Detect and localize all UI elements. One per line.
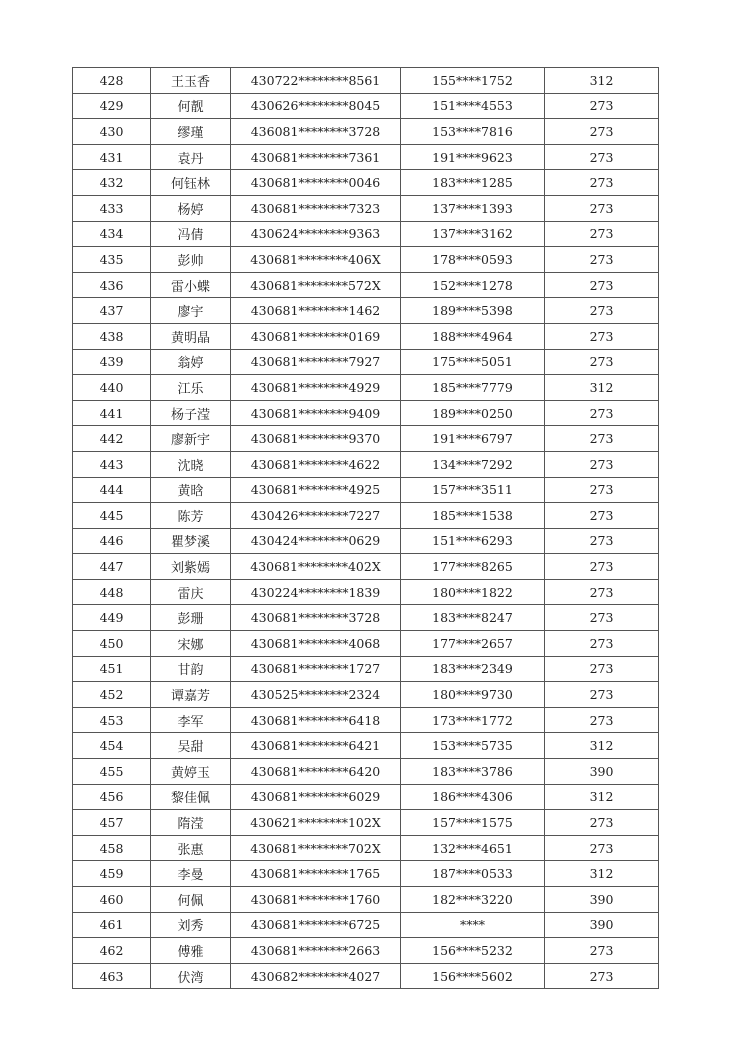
phone-cell: 189****0250 — [401, 400, 545, 426]
name-cell: 何靓 — [151, 93, 231, 119]
name-cell: 傅雅 — [151, 938, 231, 964]
phone-cell: 155****1752 — [401, 68, 545, 94]
amount-cell: 312 — [545, 68, 659, 94]
phone-cell: 175****5051 — [401, 349, 545, 375]
table-row — [73, 835, 659, 861]
id-number-cell: 430681********6421 — [231, 733, 401, 759]
phone-cell: 180****1822 — [401, 579, 545, 605]
amount-cell: 273 — [545, 707, 659, 733]
amount-cell: 273 — [545, 221, 659, 247]
phone-cell: 189****5398 — [401, 298, 545, 324]
row-number-cell: 429 — [73, 93, 151, 119]
id-number-cell: 430626********8045 — [231, 93, 401, 119]
id-number-cell: 430681********6418 — [231, 707, 401, 733]
amount-cell: 273 — [545, 682, 659, 708]
id-number-cell: 430525********2324 — [231, 682, 401, 708]
id-number-cell: 430621********102X — [231, 810, 401, 836]
name-cell: 谭嘉芳 — [151, 682, 231, 708]
table-body — [73, 68, 659, 989]
amount-cell: 273 — [545, 349, 659, 375]
amount-cell: 273 — [545, 835, 659, 861]
name-cell: 袁丹 — [151, 144, 231, 170]
amount-cell: 390 — [545, 912, 659, 938]
name-cell: 沈晓 — [151, 451, 231, 477]
row-number-cell: 460 — [73, 887, 151, 913]
id-number-cell: 430681********4068 — [231, 631, 401, 657]
table-row — [73, 426, 659, 452]
table-row — [73, 938, 659, 964]
row-number-cell: 449 — [73, 605, 151, 631]
amount-cell: 312 — [545, 784, 659, 810]
table-row — [73, 656, 659, 682]
id-number-cell: 430681********4925 — [231, 477, 401, 503]
table-row — [73, 375, 659, 401]
table-row — [73, 272, 659, 298]
phone-cell: 177****8265 — [401, 554, 545, 580]
id-number-cell: 430681********7361 — [231, 144, 401, 170]
phone-cell: 156****5602 — [401, 963, 545, 989]
name-cell: 翁婷 — [151, 349, 231, 375]
id-number-cell: 430681********572X — [231, 272, 401, 298]
data-table — [72, 67, 659, 989]
id-number-cell: 430682********4027 — [231, 963, 401, 989]
row-number-cell: 448 — [73, 579, 151, 605]
row-number-cell: 452 — [73, 682, 151, 708]
phone-cell: 157****1575 — [401, 810, 545, 836]
row-number-cell: 461 — [73, 912, 151, 938]
table-row — [73, 759, 659, 785]
id-number-cell: 430681********702X — [231, 835, 401, 861]
table-row — [73, 477, 659, 503]
amount-cell: 273 — [545, 93, 659, 119]
id-number-cell: 430681********406X — [231, 247, 401, 273]
name-cell: 彭帅 — [151, 247, 231, 273]
row-number-cell: 434 — [73, 221, 151, 247]
table-row — [73, 221, 659, 247]
phone-cell: 137****3162 — [401, 221, 545, 247]
id-number-cell: 430681********6725 — [231, 912, 401, 938]
amount-cell: 273 — [545, 579, 659, 605]
phone-cell: 178****0593 — [401, 247, 545, 273]
phone-cell: 183****8247 — [401, 605, 545, 631]
row-number-cell: 457 — [73, 810, 151, 836]
row-number-cell: 443 — [73, 451, 151, 477]
name-cell: 黎佳佩 — [151, 784, 231, 810]
phone-cell: 183****2349 — [401, 656, 545, 682]
row-number-cell: 428 — [73, 68, 151, 94]
table-row — [73, 887, 659, 913]
name-cell: 黄晗 — [151, 477, 231, 503]
table-row — [73, 605, 659, 631]
id-number-cell: 430681********0046 — [231, 170, 401, 196]
name-cell: 黄明晶 — [151, 323, 231, 349]
table-row — [73, 170, 659, 196]
amount-cell: 273 — [545, 119, 659, 145]
phone-cell: 186****4306 — [401, 784, 545, 810]
table-row — [73, 707, 659, 733]
id-number-cell: 436081********3728 — [231, 119, 401, 145]
row-number-cell: 451 — [73, 656, 151, 682]
phone-cell: 132****4651 — [401, 835, 545, 861]
id-number-cell: 430624********9363 — [231, 221, 401, 247]
row-number-cell: 454 — [73, 733, 151, 759]
amount-cell: 273 — [545, 144, 659, 170]
name-cell: 杨婷 — [151, 195, 231, 221]
id-number-cell: 430681********6420 — [231, 759, 401, 785]
row-number-cell: 436 — [73, 272, 151, 298]
id-number-cell: 430681********7323 — [231, 195, 401, 221]
amount-cell: 273 — [545, 528, 659, 554]
id-number-cell: 430681********6029 — [231, 784, 401, 810]
phone-cell: 187****0533 — [401, 861, 545, 887]
amount-cell: 273 — [545, 810, 659, 836]
phone-cell: 151****4553 — [401, 93, 545, 119]
id-number-cell: 430681********9370 — [231, 426, 401, 452]
name-cell: 李曼 — [151, 861, 231, 887]
phone-cell: 173****1772 — [401, 707, 545, 733]
id-number-cell: 430424********0629 — [231, 528, 401, 554]
id-number-cell: 430426********7227 — [231, 503, 401, 529]
id-number-cell: 430681********1765 — [231, 861, 401, 887]
table-row — [73, 503, 659, 529]
name-cell: 廖宇 — [151, 298, 231, 324]
phone-cell: 191****6797 — [401, 426, 545, 452]
phone-cell: 182****3220 — [401, 887, 545, 913]
id-number-cell: 430681********7927 — [231, 349, 401, 375]
amount-cell: 390 — [545, 887, 659, 913]
phone-cell: 177****2657 — [401, 631, 545, 657]
id-number-cell: 430681********0169 — [231, 323, 401, 349]
phone-cell: 152****1278 — [401, 272, 545, 298]
amount-cell: 273 — [545, 477, 659, 503]
name-cell: 廖新宇 — [151, 426, 231, 452]
amount-cell: 273 — [545, 426, 659, 452]
row-number-cell: 445 — [73, 503, 151, 529]
amount-cell: 273 — [545, 631, 659, 657]
id-number-cell: 430681********1727 — [231, 656, 401, 682]
name-cell: 杨子滢 — [151, 400, 231, 426]
phone-cell: 185****7779 — [401, 375, 545, 401]
id-number-cell: 430681********1462 — [231, 298, 401, 324]
phone-cell: 180****9730 — [401, 682, 545, 708]
table-row — [73, 93, 659, 119]
id-number-cell: 430681********9409 — [231, 400, 401, 426]
amount-cell: 273 — [545, 272, 659, 298]
phone-cell: 137****1393 — [401, 195, 545, 221]
id-number-cell: 430681********4929 — [231, 375, 401, 401]
row-number-cell: 437 — [73, 298, 151, 324]
phone-cell: 188****4964 — [401, 323, 545, 349]
name-cell: 瞿梦溪 — [151, 528, 231, 554]
amount-cell: 273 — [545, 656, 659, 682]
row-number-cell: 438 — [73, 323, 151, 349]
table-row — [73, 631, 659, 657]
phone-cell: 151****6293 — [401, 528, 545, 554]
phone-cell: 156****5232 — [401, 938, 545, 964]
amount-cell: 312 — [545, 733, 659, 759]
amount-cell: 273 — [545, 195, 659, 221]
row-number-cell: 453 — [73, 707, 151, 733]
table-row — [73, 733, 659, 759]
id-number-cell: 430224********1839 — [231, 579, 401, 605]
row-number-cell: 450 — [73, 631, 151, 657]
phone-cell: 153****7816 — [401, 119, 545, 145]
amount-cell: 273 — [545, 170, 659, 196]
table-row — [73, 554, 659, 580]
amount-cell: 273 — [545, 247, 659, 273]
amount-cell: 273 — [545, 503, 659, 529]
table-row — [73, 247, 659, 273]
row-number-cell: 435 — [73, 247, 151, 273]
phone-cell: 191****9623 — [401, 144, 545, 170]
name-cell: 宋娜 — [151, 631, 231, 657]
name-cell: 彭珊 — [151, 605, 231, 631]
amount-cell: 273 — [545, 963, 659, 989]
id-number-cell: 430681********1760 — [231, 887, 401, 913]
row-number-cell: 455 — [73, 759, 151, 785]
table-row — [73, 682, 659, 708]
name-cell: 吴甜 — [151, 733, 231, 759]
phone-cell: 134****7292 — [401, 451, 545, 477]
row-number-cell: 432 — [73, 170, 151, 196]
phone-cell: 157****3511 — [401, 477, 545, 503]
row-number-cell: 462 — [73, 938, 151, 964]
row-number-cell: 447 — [73, 554, 151, 580]
table-row — [73, 810, 659, 836]
id-number-cell: 430681********4622 — [231, 451, 401, 477]
name-cell: 陈芳 — [151, 503, 231, 529]
name-cell: 冯倩 — [151, 221, 231, 247]
table-row — [73, 298, 659, 324]
id-number-cell: 430681********2663 — [231, 938, 401, 964]
name-cell: 王玉香 — [151, 68, 231, 94]
name-cell: 刘紫嫣 — [151, 554, 231, 580]
id-number-cell: 430681********3728 — [231, 605, 401, 631]
name-cell: 李军 — [151, 707, 231, 733]
phone-cell: 183****3786 — [401, 759, 545, 785]
amount-cell: 273 — [545, 938, 659, 964]
table-row — [73, 400, 659, 426]
name-cell: 刘秀 — [151, 912, 231, 938]
name-cell: 甘韵 — [151, 656, 231, 682]
table-row — [73, 912, 659, 938]
table-row — [73, 119, 659, 145]
table-row — [73, 963, 659, 989]
table-row — [73, 144, 659, 170]
name-cell: 雷庆 — [151, 579, 231, 605]
name-cell: 张惠 — [151, 835, 231, 861]
amount-cell: 312 — [545, 375, 659, 401]
table-row — [73, 451, 659, 477]
id-number-cell: 430722********8561 — [231, 68, 401, 94]
row-number-cell: 430 — [73, 119, 151, 145]
name-cell: 伏湾 — [151, 963, 231, 989]
row-number-cell: 446 — [73, 528, 151, 554]
row-number-cell: 439 — [73, 349, 151, 375]
name-cell: 隋滢 — [151, 810, 231, 836]
name-cell: 缪瑾 — [151, 119, 231, 145]
row-number-cell: 458 — [73, 835, 151, 861]
table-row — [73, 349, 659, 375]
amount-cell: 273 — [545, 400, 659, 426]
table-row — [73, 323, 659, 349]
name-cell: 何钰林 — [151, 170, 231, 196]
amount-cell: 312 — [545, 861, 659, 887]
phone-cell: 183****1285 — [401, 170, 545, 196]
name-cell: 雷小蝶 — [151, 272, 231, 298]
phone-cell: **** — [401, 912, 545, 938]
row-number-cell: 444 — [73, 477, 151, 503]
row-number-cell: 463 — [73, 963, 151, 989]
table-row — [73, 528, 659, 554]
phone-cell: 185****1538 — [401, 503, 545, 529]
row-number-cell: 441 — [73, 400, 151, 426]
table-row — [73, 861, 659, 887]
amount-cell: 273 — [545, 554, 659, 580]
table-row — [73, 195, 659, 221]
row-number-cell: 433 — [73, 195, 151, 221]
name-cell: 何佩 — [151, 887, 231, 913]
amount-cell: 273 — [545, 323, 659, 349]
table-row — [73, 579, 659, 605]
table-row — [73, 68, 659, 94]
row-number-cell: 456 — [73, 784, 151, 810]
row-number-cell: 442 — [73, 426, 151, 452]
name-cell: 江乐 — [151, 375, 231, 401]
name-cell: 黄婷玉 — [151, 759, 231, 785]
amount-cell: 390 — [545, 759, 659, 785]
amount-cell: 273 — [545, 298, 659, 324]
row-number-cell: 440 — [73, 375, 151, 401]
phone-cell: 153****5735 — [401, 733, 545, 759]
table-row — [73, 784, 659, 810]
row-number-cell: 459 — [73, 861, 151, 887]
row-number-cell: 431 — [73, 144, 151, 170]
id-number-cell: 430681********402X — [231, 554, 401, 580]
amount-cell: 273 — [545, 605, 659, 631]
amount-cell: 273 — [545, 451, 659, 477]
